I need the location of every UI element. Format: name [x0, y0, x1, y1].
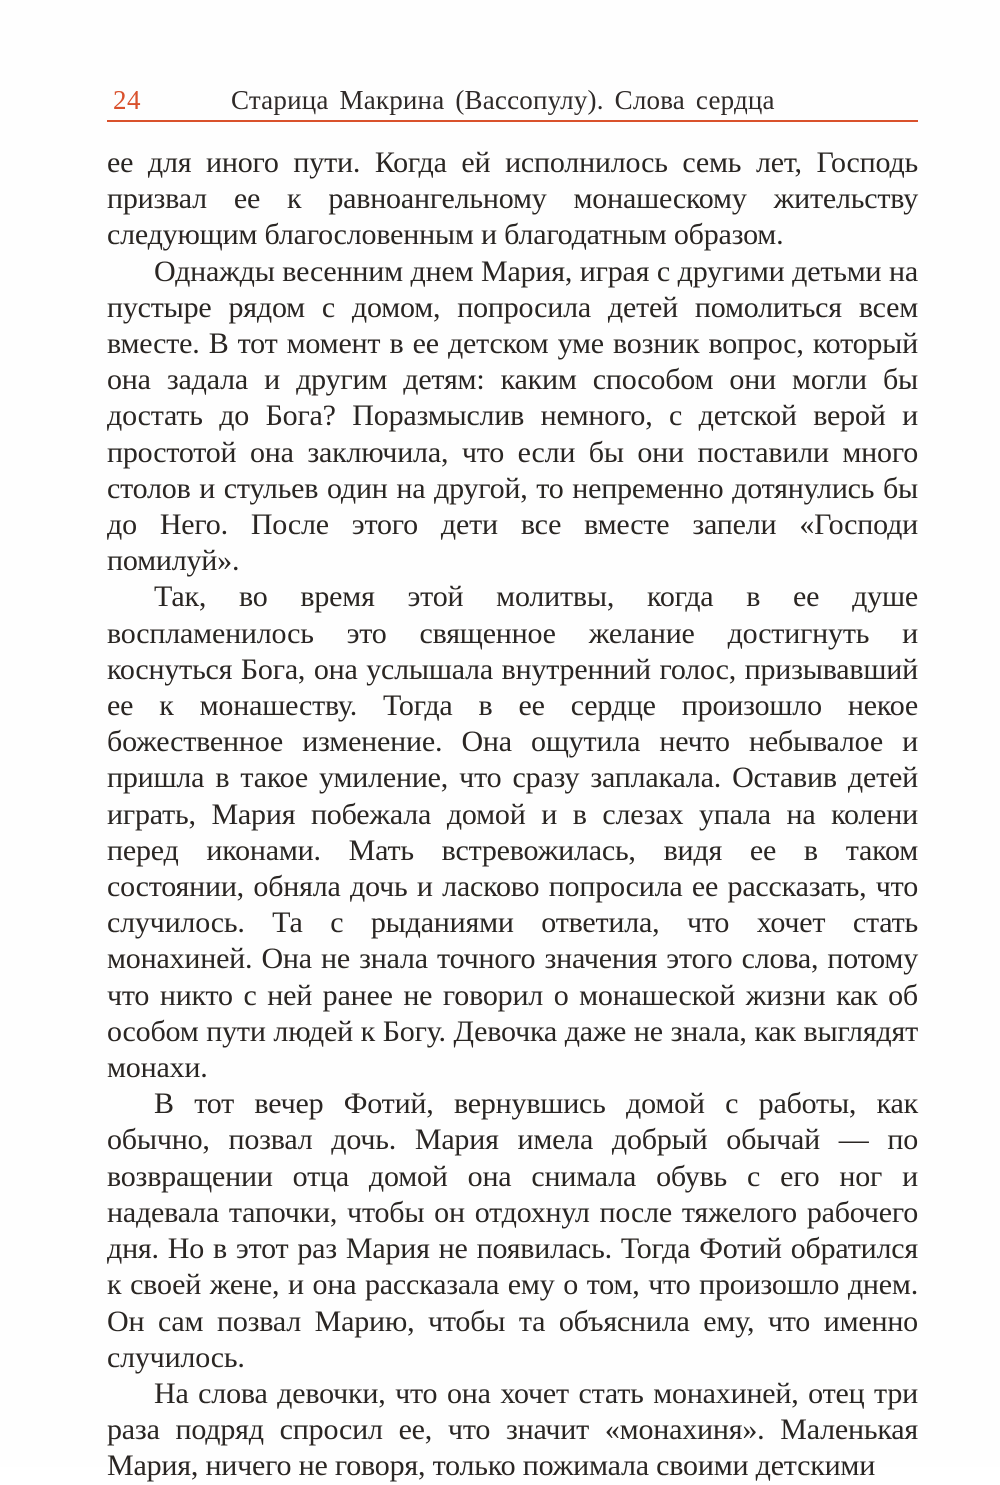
running-header — [107, 80, 918, 122]
paragraph-5: На слова девочки, что она хочет стать монахиней, отец три раза подряд спросил ее, что значит «монахиня». Маленькая Мария, ничего не говоря, только пожимала своими детскими — [107, 1376, 918, 1483]
paragraph-2: Однажды весенним днем Мария, играя с другими детьми на пустыре рядом с домом, попросила детей помолиться всем вместе. В тот момент в ее детском уме возник вопрос, который она задала и другим детям: каким способом они могли бы достать до Бога? Поразмыслив немного, с детской верой и простотой она заключила, что если бы они поставили много столов и стульев один на другой, то непременно дотянулись бы до Него. После этого дети все вместе запели «Господи помилуй». — [107, 254, 918, 578]
paragraph-4: В тот вечер Фотий, вернувшись домой с работы, как обычно, позвал дочь. Мария имела добрый обычай — по возвращении отца домой она снимала обувь с его ног и надевала тапочки, чтобы он отдохнул после тяжелого рабочего дня. Но в этот раз Мария не появилась. Тогда Фотий обратился к своей жене, и она рассказала ему о том, что произошло днем. Он сам позвал Марию, чтобы та объяснила ему, что именно случилось. — [107, 1087, 918, 1374]
page-number: 24 — [113, 85, 141, 115]
body-text — [107, 145, 918, 1485]
paragraph-3: Так, во время этой молитвы, когда в ее душе воспламенилось это священное желание достигнуть и коснуться Бога, она услышала внутренний голос, призывавший ее к монашеству. Тогда в ее сердце произошло некое божественное изменение. Она ощутила нечто небывалое и пришла в такое умиление, что сразу заплакала. Оставив детей играть, Мария побежала домой и в слезах упала на колени перед иконами. Мать встревожилась, видя ее в таком состоянии, обняла дочь и ласково попросила ее рассказать, что случилось. Та с рыданиями ответила, что хочет стать монахиней. Она не знала точного значения этого слова, потому что никто с ней ранее не говорил о монашеской жизни как об особом пути людей к Богу. Девочка даже не знала, как выглядят монахи. — [107, 580, 918, 1085]
running-title: Старица Макрина (Вассопулу). Слова сердца — [231, 85, 775, 115]
paragraph-1: ее для иного пути. Когда ей исполнилось семь лет, Господь призвал ее к равноангельному монашескому жительству следующим благословенным и благодатным образом. — [107, 146, 918, 252]
